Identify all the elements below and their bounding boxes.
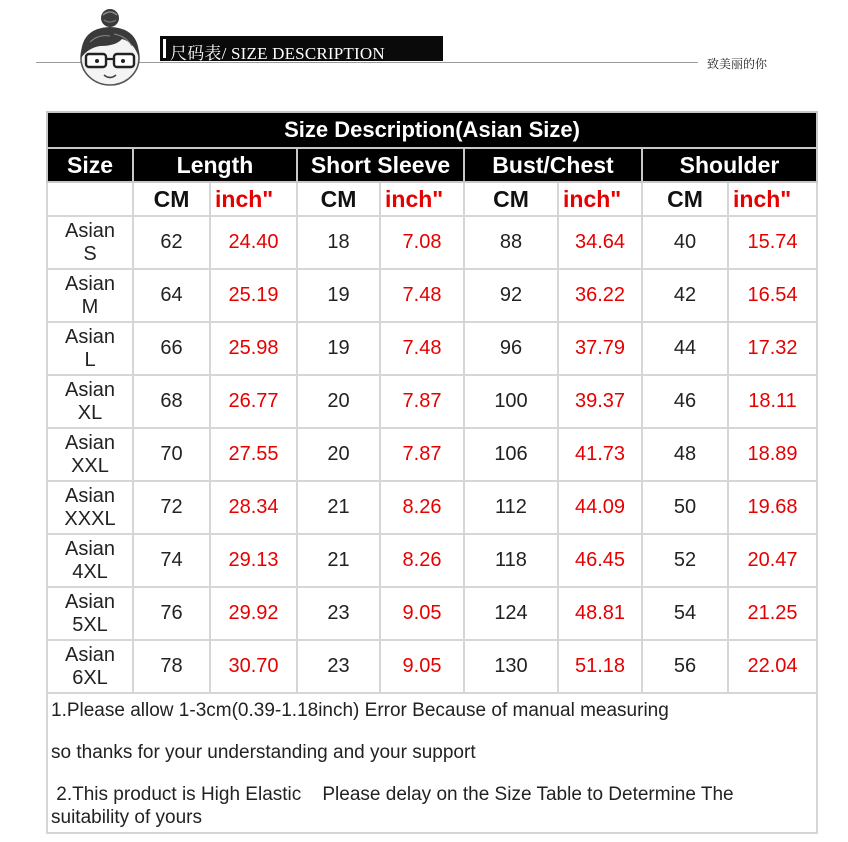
length-cm-cell: 78 [133, 640, 210, 693]
bust-cm-cell: 124 [464, 587, 558, 640]
shoulder-cm-cell: 40 [642, 216, 728, 269]
shoulder-inch-cell: 20.47 [728, 534, 817, 587]
bust-cm-cell: 130 [464, 640, 558, 693]
notes-row [47, 693, 817, 833]
table-row [47, 269, 817, 322]
length-cm-cell: 62 [133, 216, 210, 269]
bust-inch-cell: 51.18 [558, 640, 642, 693]
sleeve-inch-cell: 8.26 [380, 534, 464, 587]
bust-inch-cell: 48.81 [558, 587, 642, 640]
length-cm-cell: 76 [133, 587, 210, 640]
sleeve-cm-cell: 23 [297, 640, 380, 693]
unit-header-sleeve-cm: CM [297, 182, 380, 216]
shoulder-inch-cell: 16.54 [728, 269, 817, 322]
length-inch-cell: 24.40 [210, 216, 297, 269]
size-cell: Asian L [47, 322, 133, 375]
bust-inch-cell: 37.79 [558, 322, 642, 375]
shoulder-inch-cell: 22.04 [728, 640, 817, 693]
unit-header-length-inch: inch" [210, 182, 297, 216]
shoulder-inch-cell: 21.25 [728, 587, 817, 640]
sleeve-cm-cell: 18 [297, 216, 380, 269]
column-header-length: Length [133, 148, 297, 182]
bust-cm-cell: 92 [464, 269, 558, 322]
shoulder-cm-cell: 54 [642, 587, 728, 640]
size-cell: Asian 4XL [47, 534, 133, 587]
length-inch-cell: 29.13 [210, 534, 297, 587]
length-inch-cell: 28.34 [210, 481, 297, 534]
length-inch-cell: 29.92 [210, 587, 297, 640]
length-cm-cell: 72 [133, 481, 210, 534]
sleeve-inch-cell: 7.87 [380, 375, 464, 428]
unit-header-length-cm: CM [133, 182, 210, 216]
bust-cm-cell: 106 [464, 428, 558, 481]
length-inch-cell: 25.19 [210, 269, 297, 322]
shoulder-cm-cell: 52 [642, 534, 728, 587]
length-cm-cell: 68 [133, 375, 210, 428]
table-title: Size Description(Asian Size) [47, 112, 817, 148]
length-inch-cell: 26.77 [210, 375, 297, 428]
shoulder-cm-cell: 44 [642, 322, 728, 375]
shoulder-cm-cell: 56 [642, 640, 728, 693]
size-cell: Asian 5XL [47, 587, 133, 640]
section-title: 尺码表/ SIZE DESCRIPTION [170, 44, 385, 63]
bust-inch-cell: 34.64 [558, 216, 642, 269]
size-cell: Asian 6XL [47, 640, 133, 693]
bust-inch-cell: 36.22 [558, 269, 642, 322]
table-row [47, 587, 817, 640]
shoulder-cm-cell: 50 [642, 481, 728, 534]
shoulder-cm-cell: 46 [642, 375, 728, 428]
sleeve-cm-cell: 23 [297, 587, 380, 640]
sleeve-cm-cell: 20 [297, 375, 380, 428]
shoulder-inch-cell: 17.32 [728, 322, 817, 375]
bust-cm-cell: 88 [464, 216, 558, 269]
bust-inch-cell: 44.09 [558, 481, 642, 534]
size-cell: Asian S [47, 216, 133, 269]
unit-header-blank [47, 182, 133, 216]
column-header-size: Size [47, 148, 133, 182]
column-header-short-sleeve: Short Sleeve [297, 148, 464, 182]
shoulder-cm-cell: 48 [642, 428, 728, 481]
table-row [47, 216, 817, 269]
table-row [47, 481, 817, 534]
size-cell: Asian XL [47, 375, 133, 428]
unit-header-shoulder-inch: inch" [728, 182, 817, 216]
length-cm-cell: 66 [133, 322, 210, 375]
table-row [47, 375, 817, 428]
note-elastic: 2.This product is High Elastic Please delay on the Size Table to Determine The suitability of yours [51, 784, 739, 828]
length-cm-cell: 64 [133, 269, 210, 322]
bust-inch-cell: 46.45 [558, 534, 642, 587]
column-header-shoulder: Shoulder [642, 148, 817, 182]
page-header [0, 0, 848, 100]
length-inch-cell: 25.98 [210, 322, 297, 375]
size-cell: Asian XXXL [47, 481, 133, 534]
bust-inch-cell: 41.73 [558, 428, 642, 481]
sleeve-cm-cell: 21 [297, 481, 380, 534]
shoulder-inch-cell: 15.74 [728, 216, 817, 269]
girl-with-glasses-logo-icon [70, 6, 150, 92]
bust-cm-cell: 118 [464, 534, 558, 587]
shoulder-inch-cell: 19.68 [728, 481, 817, 534]
shoulder-inch-cell: 18.89 [728, 428, 817, 481]
header-tagline: 致美丽的你 [707, 57, 768, 71]
table-row [47, 428, 817, 481]
section-title-bar [160, 36, 443, 61]
shoulder-inch-cell: 18.11 [728, 375, 817, 428]
sleeve-inch-cell: 9.05 [380, 640, 464, 693]
length-cm-cell: 70 [133, 428, 210, 481]
unit-header-shoulder-cm: CM [642, 182, 728, 216]
table-row [47, 640, 817, 693]
bust-inch-cell: 39.37 [558, 375, 642, 428]
sleeve-inch-cell: 9.05 [380, 587, 464, 640]
table-row [47, 534, 817, 587]
unit-header-sleeve-inch: inch" [380, 182, 464, 216]
note-thanks: so thanks for your understanding and your support [51, 742, 476, 763]
sleeve-cm-cell: 20 [297, 428, 380, 481]
unit-header-bust-cm: CM [464, 182, 558, 216]
bust-cm-cell: 100 [464, 375, 558, 428]
sleeve-inch-cell: 8.26 [380, 481, 464, 534]
sleeve-inch-cell: 7.87 [380, 428, 464, 481]
table-row [47, 322, 817, 375]
sleeve-cm-cell: 19 [297, 269, 380, 322]
size-cell: Asian M [47, 269, 133, 322]
sleeve-cm-cell: 21 [297, 534, 380, 587]
size-chart-table [46, 111, 818, 834]
sleeve-cm-cell: 19 [297, 322, 380, 375]
column-header-bust-chest: Bust/Chest [464, 148, 642, 182]
unit-header-bust-inch: inch" [558, 182, 642, 216]
note-measuring-error: 1.Please allow 1-3cm(0.39-1.18inch) Error Because of manual measuring [51, 700, 669, 721]
length-inch-cell: 30.70 [210, 640, 297, 693]
title-accent-bar [163, 39, 166, 58]
sleeve-inch-cell: 7.48 [380, 269, 464, 322]
bust-cm-cell: 112 [464, 481, 558, 534]
length-cm-cell: 74 [133, 534, 210, 587]
size-cell: Asian XXL [47, 428, 133, 481]
shoulder-cm-cell: 42 [642, 269, 728, 322]
sleeve-inch-cell: 7.08 [380, 216, 464, 269]
length-inch-cell: 27.55 [210, 428, 297, 481]
bust-cm-cell: 96 [464, 322, 558, 375]
notes-cell [47, 693, 817, 833]
sleeve-inch-cell: 7.48 [380, 322, 464, 375]
